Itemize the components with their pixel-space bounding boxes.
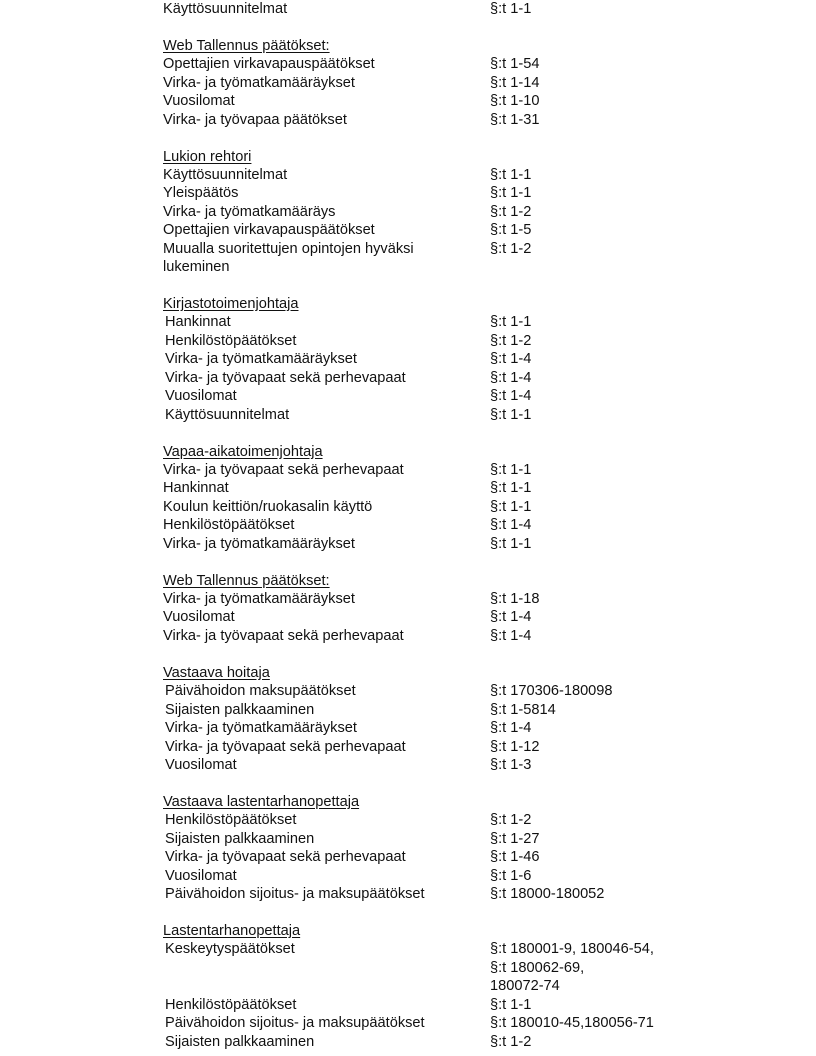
item-value: §:t 1-14 — [490, 74, 540, 91]
item-value: §:t 1-27 — [490, 830, 540, 847]
item-label: Vuosilomat — [163, 93, 235, 110]
item-line — [163, 682, 723, 700]
list-item — [163, 203, 723, 221]
item-value: §:t 180062-69, — [490, 959, 585, 976]
item-value: §:t 1-2 — [490, 203, 532, 220]
blank-line — [163, 553, 723, 571]
list-item — [163, 885, 723, 903]
blank-line — [163, 903, 723, 921]
item-line — [163, 738, 723, 756]
item-line — [163, 756, 723, 774]
item-value: §:t 18000-180052 — [490, 886, 605, 902]
item-label: Vuosilomat — [165, 756, 237, 773]
item-line — [163, 313, 723, 331]
list-item — [163, 240, 723, 277]
item-label: Keskeytyspäätökset — [165, 941, 295, 958]
list-item — [163, 811, 723, 829]
item-label: Päivähoidon sijoitus- ja maksupäätökset — [165, 886, 425, 902]
item-value: §:t 1-1 — [490, 166, 532, 183]
item-value: §:t 1-2 — [490, 1033, 532, 1050]
item-line — [163, 608, 723, 626]
item-label: Vuosilomat — [165, 388, 237, 405]
section — [163, 148, 723, 277]
item-label: Virka- ja työvapaat sekä perhevapaat — [163, 627, 404, 644]
item-line — [163, 1014, 723, 1032]
item-label: Virka- ja työvapaa päätökset — [163, 111, 347, 128]
list-item — [163, 55, 723, 73]
intro-row — [163, 0, 723, 18]
item-label: Opettajien virkavapauspäätökset — [163, 56, 375, 73]
section-heading: Vastaava lastentarhanopettaja — [163, 793, 360, 810]
item-value: §:t 1-4 — [490, 369, 532, 386]
blank-line — [163, 129, 723, 147]
item-value: §:t 1-4 — [490, 388, 532, 405]
item-line — [163, 701, 723, 719]
item-line — [163, 369, 723, 387]
item-line — [163, 959, 723, 977]
item-line — [163, 240, 723, 258]
section — [163, 793, 723, 904]
list-item — [163, 498, 723, 516]
item-value: §:t 1-1 — [490, 406, 532, 423]
item-line — [163, 590, 723, 608]
item-value: §:t 1-10 — [490, 93, 540, 110]
item-value: §:t 1-1 — [490, 480, 532, 497]
section — [163, 664, 723, 775]
item-label: Henkilöstöpäätökset — [165, 332, 297, 349]
item-label: Hankinnat — [163, 480, 229, 497]
item-label — [163, 959, 490, 977]
item-line — [163, 996, 723, 1014]
list-item — [163, 719, 723, 737]
item-line — [163, 258, 723, 276]
item-label: Virka- ja työvapaat sekä perhevapaat — [165, 849, 406, 866]
item-line — [163, 811, 723, 829]
item-line — [163, 830, 723, 848]
item-label: Sijaisten palkkaaminen — [165, 1033, 315, 1050]
section — [163, 443, 723, 554]
item-value: §:t 1-2 — [490, 332, 532, 349]
list-item — [163, 92, 723, 110]
item-value: 180072-74 — [490, 978, 560, 995]
item-label: Virka- ja työvapaat sekä perhevapaat — [165, 369, 406, 386]
section — [163, 37, 723, 129]
item-line — [163, 92, 723, 110]
item-line — [163, 111, 723, 129]
list-item — [163, 221, 723, 239]
item-line — [163, 940, 723, 958]
item-label: Virka- ja työmatkamääräys — [163, 203, 336, 220]
item-label: Päivähoidon maksupäätökset — [165, 683, 356, 700]
list-item — [163, 387, 723, 405]
list-item — [163, 166, 723, 184]
item-label: Virka- ja työmatkamääräykset — [163, 591, 355, 607]
item-line — [163, 55, 723, 73]
list-item — [163, 535, 723, 553]
item-line — [163, 74, 723, 92]
item-line — [163, 461, 723, 479]
item-value: §:t 1-1 — [490, 996, 532, 1013]
item-value: §:t 170306-180098 — [490, 683, 613, 700]
item-value: §:t 1-31 — [490, 111, 540, 128]
list-item — [163, 406, 723, 424]
item-value: §:t 1-18 — [490, 591, 540, 607]
item-label: Henkilöstöpäätökset — [165, 812, 297, 829]
item-value: §:t 1-5 — [490, 222, 532, 239]
item-line — [163, 221, 723, 239]
blank-line — [163, 18, 723, 36]
item-label: Virka- ja työmatkamääräykset — [165, 351, 357, 368]
item-line — [163, 498, 723, 516]
item-label: Opettajien virkavapauspäätökset — [163, 222, 375, 239]
item-line — [163, 719, 723, 737]
list-item — [163, 184, 723, 202]
section — [163, 572, 723, 646]
list-item — [163, 627, 723, 645]
item-line — [163, 885, 723, 903]
list-item — [163, 461, 723, 479]
item-label: Virka- ja työmatkamääräykset — [163, 74, 355, 91]
item-label: Päivähoidon sijoitus- ja maksupäätökset — [165, 1015, 425, 1032]
item-label: Henkilöstöpäätökset — [165, 996, 297, 1013]
list-item — [163, 867, 723, 885]
item-label: Muualla suoritettujen opintojen hyväksi — [163, 240, 414, 257]
list-item — [163, 608, 723, 626]
list-item — [163, 74, 723, 92]
item-line — [163, 1033, 723, 1051]
item-value: §:t 1-46 — [490, 849, 540, 866]
item-label: Sijaisten palkkaaminen — [165, 701, 315, 718]
item-value: §:t 1-6 — [490, 867, 532, 884]
item-line — [163, 332, 723, 350]
section-heading: Web Tallennus päätökset: — [163, 572, 330, 589]
item-line — [163, 516, 723, 534]
item-value: §:t 1-1 — [490, 461, 532, 478]
list-item — [163, 940, 723, 995]
item-label: Vuosilomat — [165, 867, 237, 884]
item-line — [163, 867, 723, 885]
item-value: §:t 1-4 — [490, 627, 532, 644]
blank-line — [163, 424, 723, 442]
blank-line — [163, 774, 723, 792]
list-item — [163, 332, 723, 350]
list-item — [163, 756, 723, 774]
list-item — [163, 1033, 723, 1051]
item-value: §:t 1-4 — [490, 609, 532, 626]
list-item — [163, 516, 723, 534]
list-item — [163, 111, 723, 129]
item-label: Käyttösuunnitelmat — [163, 166, 288, 183]
list-item — [163, 830, 723, 848]
item-value: §:t 1-4 — [490, 517, 532, 534]
item-value: §:t 1-1 — [490, 185, 532, 202]
list-item — [163, 701, 723, 719]
item-line — [163, 203, 723, 221]
item-line — [163, 387, 723, 405]
document-body — [163, 0, 723, 1051]
section-heading: Kirjastotoimenjohtaja — [163, 296, 299, 312]
section-heading: Lukion rehtori — [163, 148, 252, 165]
item-line — [163, 184, 723, 202]
item-line — [163, 479, 723, 497]
list-item — [163, 369, 723, 387]
item-label: Yleispäätös — [163, 185, 239, 202]
item-line — [163, 406, 723, 424]
list-item — [163, 350, 723, 368]
item-line — [163, 627, 723, 645]
item-label: Hankinnat — [165, 314, 231, 331]
item-label: Sijaisten palkkaaminen — [165, 830, 315, 847]
list-item — [163, 479, 723, 497]
list-item — [163, 313, 723, 331]
item-value: §:t 180010-45,180056-71 — [490, 1015, 654, 1032]
item-value: §:t 180001-9, 180046-54, — [490, 941, 654, 958]
list-item — [163, 1014, 723, 1032]
item-value: §:t 1-12 — [490, 738, 540, 755]
item-label: Virka- ja työmatkamääräykset — [165, 720, 357, 737]
item-value: §:t 1-1 — [490, 1, 532, 17]
item-line — [163, 535, 723, 553]
item-label: Virka- ja työmatkamääräykset — [163, 535, 355, 552]
item-line — [163, 977, 723, 995]
item-line — [163, 166, 723, 184]
item-line — [163, 350, 723, 368]
item-label: Vuosilomat — [163, 609, 235, 626]
section-heading: Lastentarhanopettaja — [163, 922, 301, 939]
blank-line — [163, 277, 723, 295]
item-value: §:t 1-1 — [490, 314, 532, 331]
section — [163, 922, 723, 1051]
item-value: §:t 1-5814 — [490, 701, 556, 718]
item-line — [163, 848, 723, 866]
item-value: §:t 1-1 — [490, 498, 532, 515]
item-label — [163, 977, 490, 995]
item-label: Käyttösuunnitelmat — [165, 406, 290, 423]
item-value: §:t 1-4 — [490, 720, 532, 737]
list-item — [163, 682, 723, 700]
item-value: §:t 1-2 — [490, 812, 532, 829]
item-label: Henkilöstöpäätökset — [163, 517, 295, 534]
item-label: Käyttösuunnitelmat — [163, 1, 288, 17]
item-label: Virka- ja työvapaat sekä perhevapaat — [165, 738, 406, 755]
item-value: §:t 1-3 — [490, 756, 532, 773]
item-value: §:t 1-54 — [490, 56, 540, 73]
item-label: Koulun keittiön/ruokasalin käyttö — [163, 498, 373, 515]
list-item — [163, 848, 723, 866]
item-value: §:t 1-2 — [490, 240, 532, 257]
section-heading: Vastaava hoitaja — [163, 664, 270, 681]
list-item — [163, 590, 723, 608]
item-label: Virka- ja työvapaat sekä perhevapaat — [163, 461, 404, 478]
section-heading: Web Tallennus päätökset: — [163, 37, 330, 54]
item-value: §:t 1-4 — [490, 351, 532, 368]
item-value: §:t 1-1 — [490, 535, 532, 552]
list-item — [163, 738, 723, 756]
list-item — [163, 996, 723, 1014]
item-label: lukeminen — [163, 259, 230, 276]
blank-line — [163, 645, 723, 663]
section — [163, 295, 723, 424]
section-heading: Vapaa-aikatoimenjohtaja — [163, 443, 323, 460]
